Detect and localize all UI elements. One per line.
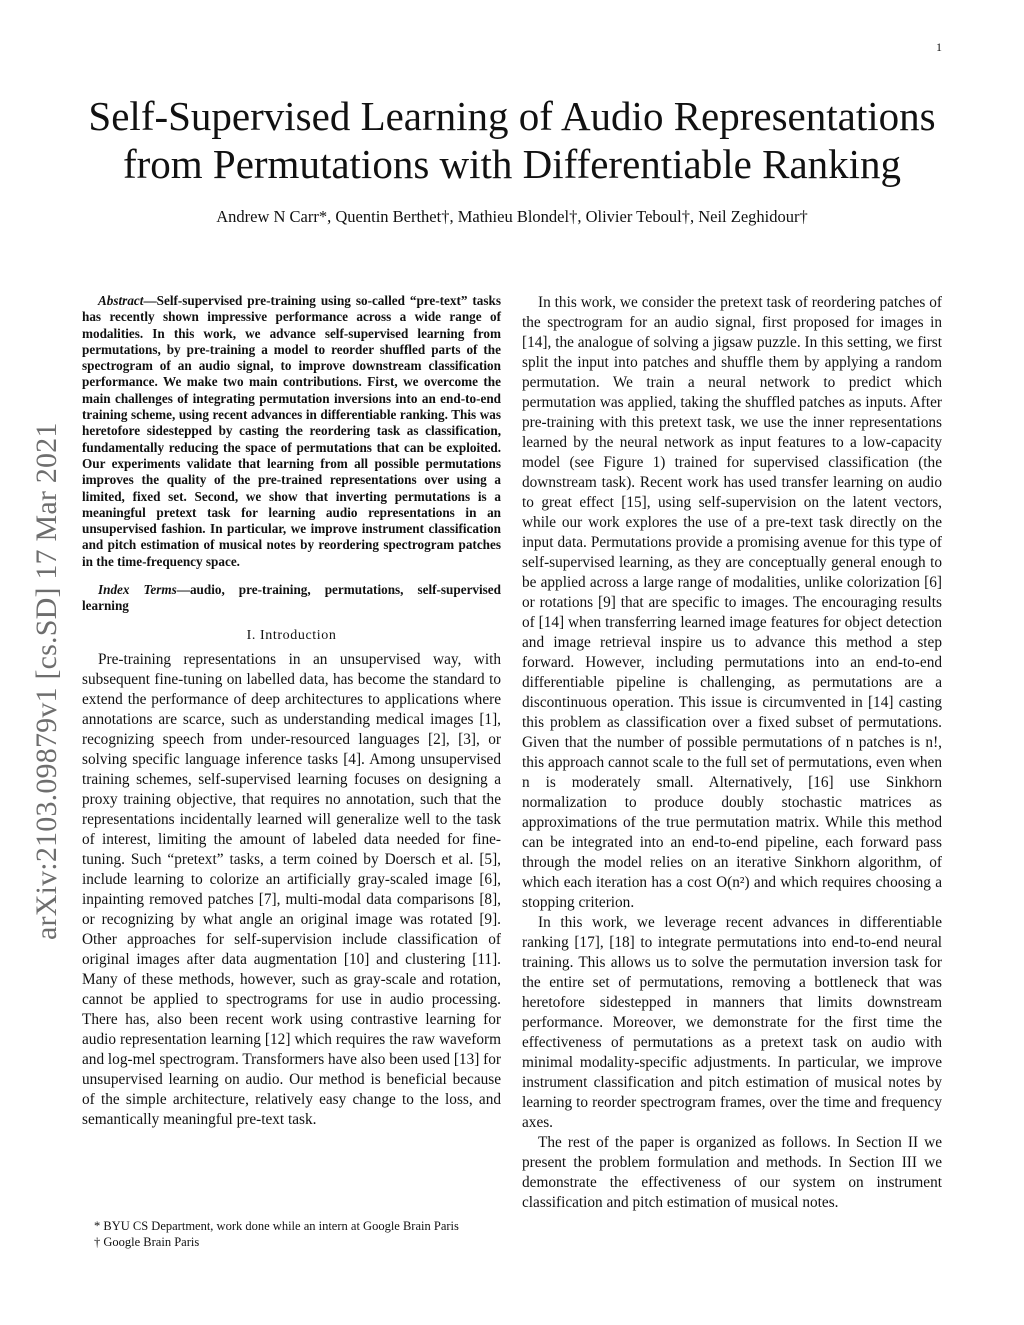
intro-paragraph-right-1: In this work, we consider the pretext task of reordering patches of the spectrogram for an audio signal, first proposed for images in [14], the analogue of solving a jigsaw puzzle. In this setting, we first split the input into patches and shuffle them by applying a random permutation. We train a neural network to predict which permutation was applied, taking the shuffled patches as inputs. After pre-training with this pretext task, we use the inner representations learned by the neural network as input features to a low-capacity model (see Figure 1) trained for supervised classification (the downstream task). Recent work has used transfer learning on audio to great effect [15], using self-supervision on the latent vectors, while our work explores the use of a pre-text task directly on the input data. Permutations provide a promising avenue for this type of self-supervised learning, as they are conceptually general enough to be applied across a large range of modalities, unlike colorization [6] or rotations [9] that are specific to images. The encouraging results of [14] when transferring learned image features for object detection and image retrieval inspire us to advance this method a step forward. However, including permutations into an end-to-end differentiable pipeline is challenging, as permutations are a discontinuous operation. This issue is circumvented in [14] casting this problem as classification over a fixed subset of permutations. Given that the number of possible permutations of n patches is n!, this approach cannot scale to the full set of permutations, even when n is moderately small. Alternatively, [16] use Sinkhorn normalization to produce doubly stochastic matrices as approximations of the true permutation matrix. While this method can be integrated into an end-to-end pipeline, each forward pass through the model relies on an iterative Sinkhorn algorithm, of which each iteration has a cost O(n²) and which requires choosing a stopping criterion. <box>522 294 942 911</box>
intro-paragraph-left: Pre-training representations in an unsupervised way, with subsequent fine-tuning on labelled data, has become the standard to extend the performance of deep architectures to applications where annotations are scarce, such as understanding medical images [1], recognizing speech from under-resourced languages [2], [3], or solving specific language inference tasks [4]. Among unsupervised training schemes, self-supervised learning focuses on designing a proxy training objective, that requires no annotation, such that the representations incidentally learned will generalize well to the task of interest, limiting the amount of labeled data needed for fine-tuning. Such “pretext” tasks, a term coined by Doersch et al. [5], include learning to colorize an artificially gray-scaled image [6], inpainting removed patches [7], multi-modal data comparisons [8], or recognizing by what angle an original image was rotated [9]. Other approaches for self-supervision include classification of original images after data augmentation [10] and clustering [11]. Many of these methods, however, such as gray-scale and rotation, cannot be applied to spectrograms for use in audio processing. There has, also been recent work using contrastive learning for audio representation learning [12] which requires the raw waveform and log-mel spectrogram. Transformers have also been used [13] for unsupervised learning on audio. Our method is beneficial because of the simple architecture, relatively easy change to the loss, and semantically meaningful pre-text task. <box>82 650 501 1128</box>
page-number: 1 <box>936 40 942 54</box>
footnotes <box>82 1218 501 1250</box>
footnote-affiliation-2: † Google Brain Paris <box>94 1235 200 1249</box>
index-terms-label: Index Terms <box>98 582 177 598</box>
title-line-1: Self-Supervised Learning of Audio Representations <box>88 93 936 139</box>
intro-paragraph-right-2: In this work, we leverage recent advances in differentiable ranking [17], [18] to integrate permutations into end-to-end neural training. This allows us to solve the permutation inversion task for the entire set of permutations, removing a bottleneck that was heretofore sidestepped in manners that limits downstream performance. Moreover, we demonstrate for the first time the effectiveness of permutations as a pretext task on audio with minimal modality-specific adjustments. In particular, we improve instrument classification and pitch estimation of musical notes by learning to reorder spectrogram frames, over the time and frequency axes. <box>522 914 942 1131</box>
paper-title <box>40 92 984 188</box>
section-heading-introduction: I. Introduction <box>246 627 337 643</box>
abstract-text: —Self-supervised pre-training using so-called “pre-text” tasks has recently shown impressive performance across a wide range of modalities. In this work, we advance self-supervised learning from permutations, by pre-training a model to reorder shuffled parts of the spectrogram of an audio signal, to improve downstream classification performance. We make two main contributions. First, we overcome the main challenges of integrating permutation inversions into an end-to-end training scheme, using recent advances in differentiable ranking. This was heretofore sidestepped by casting the reordering task as classification, fundamentally reducing the space of permutations that can be exploited. Our experiments validate that learning from all possible permutations improves the quality of the pre-trained representations over using a limited, fixed set. Second, we show that inverting permutations is a meaningful pretext task for learning audio representations in an unsupervised fashion. In particular, we improve instrument classification and pitch estimation of musical notes by reordering spectrogram patches in the time-frequency space. <box>82 293 501 569</box>
footnote-affiliation-1: * BYU CS Department, work done while an intern at Google Brain Paris <box>94 1219 459 1233</box>
arxiv-stamp: arXiv:2103.09879v1 [cs.SD] 17 Mar 2021 <box>30 422 63 940</box>
abstract-label: Abstract <box>98 293 144 308</box>
abstract <box>82 293 501 570</box>
index-terms <box>82 582 501 615</box>
intro-paragraph-right-3: The rest of the paper is organized as follows. In Section II we present the problem formulation and methods. In Section III we demonstrate the effectiveness of our system on instrument classification and pitch estimation of musical notes. <box>522 1134 942 1211</box>
left-column <box>82 293 501 1130</box>
index-terms-text: —audio, pre-training, permutations, self-supervised learning <box>82 582 501 614</box>
title-line-2: from Permutations with Differentiable Ranking <box>122 141 902 187</box>
right-column <box>522 293 942 1213</box>
author-list: Andrew N Carr*, Quentin Berthet†, Mathieu Blondel†, Olivier Teboul†, Neil Zeghidour† <box>216 207 808 226</box>
